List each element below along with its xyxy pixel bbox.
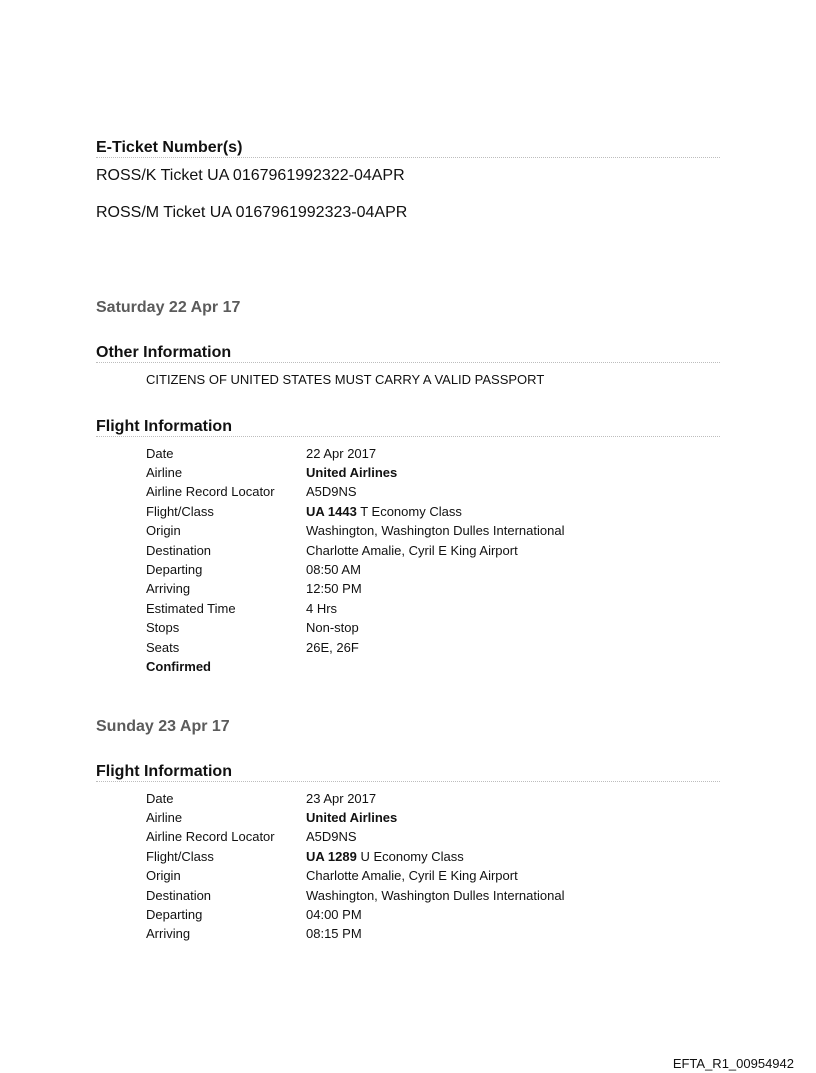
detail-value: A5D9NS xyxy=(306,484,357,500)
detail-row-record-locator xyxy=(146,483,706,502)
detail-row-seats xyxy=(146,638,706,657)
detail-row-estimated-time xyxy=(146,599,706,618)
detail-value: 08:15 PM xyxy=(306,926,362,942)
detail-row-departing xyxy=(146,905,706,924)
detail-value: Charlotte Amalie, Cyril E King Airport xyxy=(306,868,518,884)
detail-row-flight-class xyxy=(146,847,706,866)
detail-value: 4 Hrs xyxy=(306,600,338,616)
detail-row-record-locator xyxy=(146,828,706,847)
detail-label: Flight/Class xyxy=(146,848,214,864)
detail-value: 23 Apr 2017 xyxy=(306,790,377,806)
fare-class: T Economy Class xyxy=(356,503,462,519)
detail-value: 08:50 AM xyxy=(306,562,361,578)
detail-value: 26E, 26F xyxy=(306,639,359,655)
detail-label: Airline Record Locator xyxy=(146,829,275,845)
eticket-heading: E-Ticket Number(s) xyxy=(96,138,720,158)
detail-value xyxy=(306,847,706,866)
ticket-number-1: ROSS/K Ticket UA 0167961992322-04APR xyxy=(96,167,405,184)
detail-label: Date xyxy=(146,445,174,461)
detail-value: 04:00 PM xyxy=(306,907,362,923)
flight-number: UA 1289 xyxy=(306,848,357,864)
detail-value: Non-stop xyxy=(306,620,359,636)
detail-value: United Airlines xyxy=(306,810,398,826)
detail-label: Seats xyxy=(146,639,180,655)
day2-flight-information-heading: Flight Information xyxy=(96,762,720,782)
detail-row-airline xyxy=(146,808,706,827)
detail-row-status xyxy=(146,657,706,676)
fare-class: U Economy Class xyxy=(356,848,464,864)
other-information-heading: Other Information xyxy=(96,343,720,363)
detail-label: Origin xyxy=(146,523,181,539)
detail-label: Destination xyxy=(146,887,212,903)
detail-row-destination xyxy=(146,886,706,905)
detail-row-origin xyxy=(146,522,706,541)
passport-note: CITIZENS OF UNITED STATES MUST CARRY A VALID PASSPORT xyxy=(146,372,545,387)
flight-number: UA 1443 xyxy=(306,503,357,519)
detail-label: Flight/Class xyxy=(146,503,214,519)
document-id: EFTA_R1_00954942 xyxy=(672,1056,794,1071)
detail-label: Stops xyxy=(146,620,180,636)
detail-row-arriving xyxy=(146,925,706,944)
detail-label: Arriving xyxy=(146,581,191,597)
detail-label: Airline xyxy=(146,465,183,481)
ticket-number-2: ROSS/M Ticket UA 0167961992323-04APR xyxy=(96,204,408,221)
day1-flight-details xyxy=(146,444,706,677)
detail-row-departing xyxy=(146,560,706,579)
detail-value: United Airlines xyxy=(306,465,398,481)
booking-status: Confirmed xyxy=(146,658,211,674)
detail-value xyxy=(306,502,706,521)
day2-date-heading: Sunday 23 Apr 17 xyxy=(96,718,230,735)
detail-value: 22 Apr 2017 xyxy=(306,445,377,461)
detail-value: Washington, Washington Dulles International xyxy=(306,887,565,903)
day1-flight-information-heading: Flight Information xyxy=(96,417,720,437)
detail-label: Origin xyxy=(146,868,181,884)
detail-row-arriving xyxy=(146,580,706,599)
detail-row-origin xyxy=(146,867,706,886)
detail-label: Date xyxy=(146,790,174,806)
detail-value: 12:50 PM xyxy=(306,581,362,597)
detail-row-airline xyxy=(146,463,706,482)
detail-label: Arriving xyxy=(146,926,191,942)
detail-row-date xyxy=(146,789,706,808)
detail-label: Destination xyxy=(146,542,212,558)
day1-date-heading: Saturday 22 Apr 17 xyxy=(96,299,241,316)
detail-row-flight-class xyxy=(146,502,706,521)
detail-value: A5D9NS xyxy=(306,829,357,845)
detail-value: Washington, Washington Dulles International xyxy=(306,523,565,539)
detail-label: Departing xyxy=(146,907,203,923)
detail-value: Charlotte Amalie, Cyril E King Airport xyxy=(306,542,518,558)
detail-label: Airline xyxy=(146,810,183,826)
detail-row-destination xyxy=(146,541,706,560)
detail-row-stops xyxy=(146,619,706,638)
detail-label: Departing xyxy=(146,562,203,578)
detail-label: Estimated Time xyxy=(146,600,236,616)
detail-label: Airline Record Locator xyxy=(146,484,275,500)
detail-row-date xyxy=(146,444,706,463)
day2-flight-details xyxy=(146,789,706,944)
